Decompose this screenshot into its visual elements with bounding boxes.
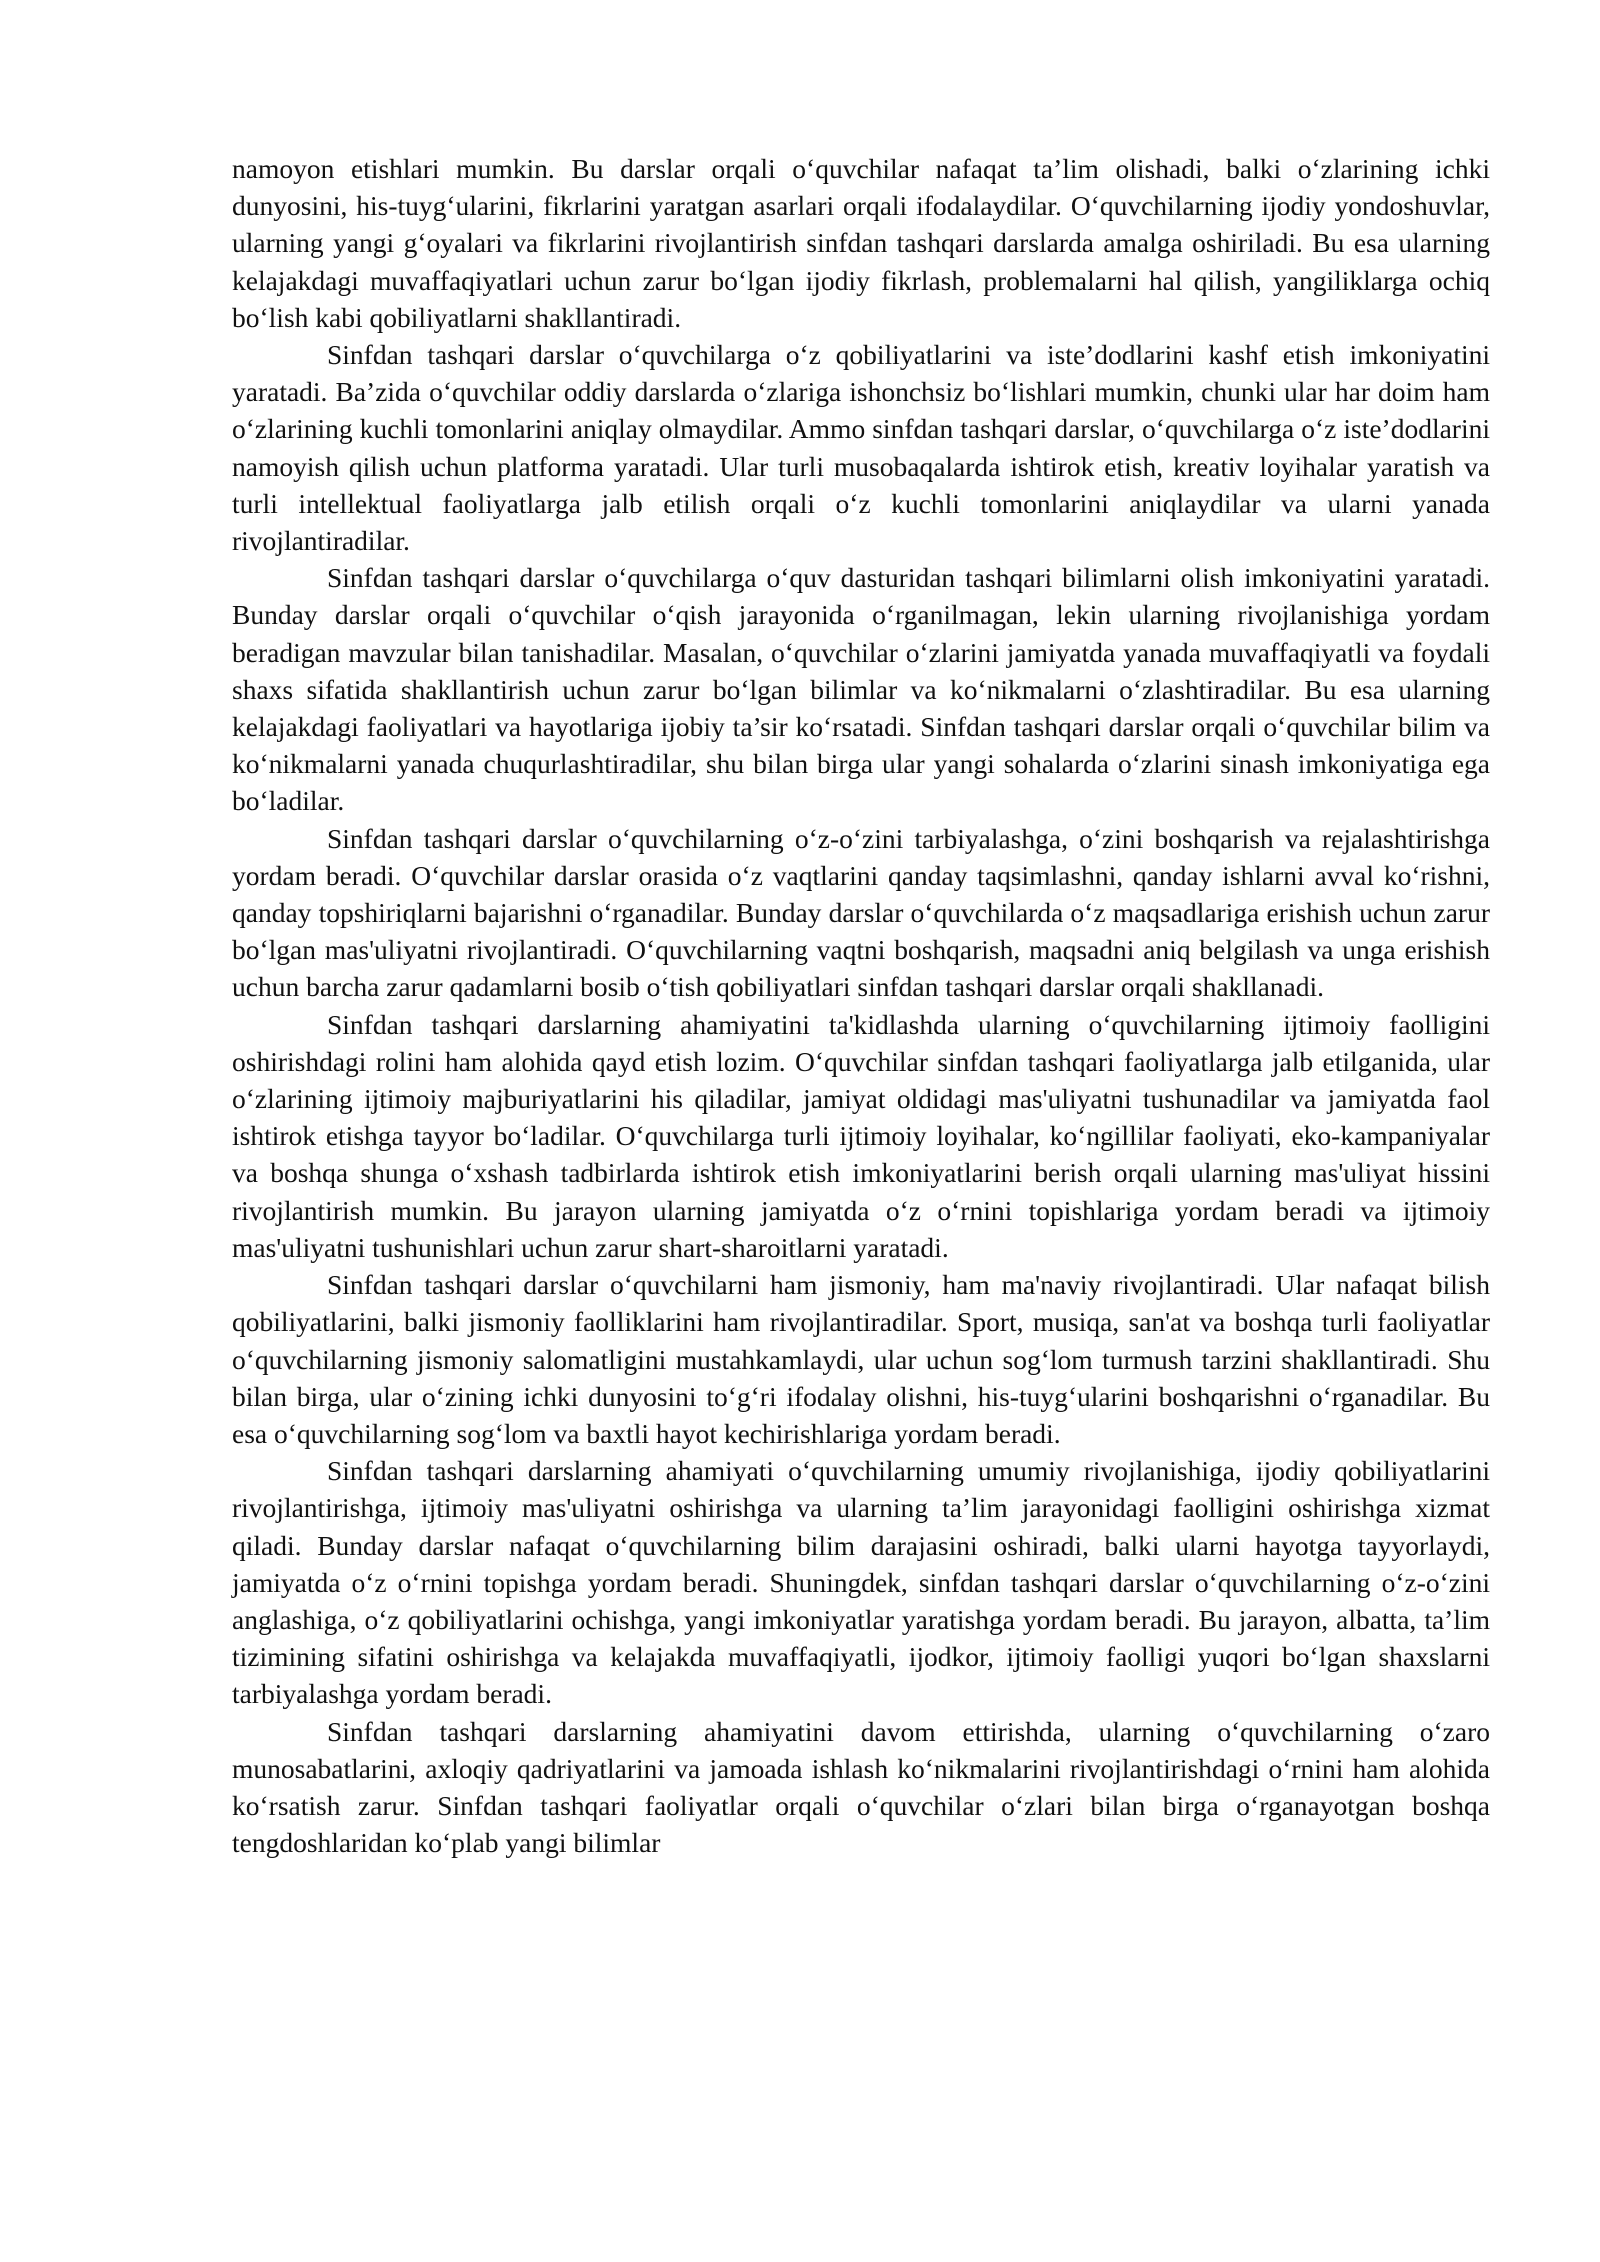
- document-page: [232, 150, 1490, 1861]
- paragraph-5: Sinfdan tashqari darslarning ahamiyatini ta'kidlashda ularning o‘quvchilarning ijtimoiy faolligini oshirishdagi rolini ham alohida qayd etish lozim. O‘quvchilar sinfdan tashqari faoliyatlarga jalb etilganida, ular o‘zlarining ijtimoiy majburiyatlarini his qiladilar, jamiyat oldidagi mas'uliyatni tushunadilar va jamiyatda faol ishtirok etishga tayyor bo‘ladilar. O‘quvchilarga turli ijtimoiy loyihalar, ko‘ngillilar faoliyati, eko-kampaniyalar va boshqa shunga o‘xshash tadbirlarda ishtirok etish imkoniyatlarini berish orqali ularning mas'uliyat hissini rivojlantirish mumkin. Bu jarayon ularning jamiyatda o‘z o‘rnini topishlariga yordam beradi va ijtimoiy mas'uliyatni tushunishlari uchun zarur shart-sharoitlarni yaratadi.: [232, 1008, 1490, 1263]
- paragraph-8: Sinfdan tashqari darslarning ahamiyatini davom ettirishda, ularning o‘quvchilarning o‘zaro munosabatlarini, axloqiy qadriyatlarini va jamoada ishlash ko‘nikmalarini rivojlantirishdagi o‘rnini ham alohida ko‘rsatish zarur. Sinfdan tashqari faoliyatlar orqali o‘quvchilar o‘zlari bilan birga o‘rganayotgan boshqa tengdoshlaridan ko‘plab yangi bilimlar: [232, 1715, 1490, 1859]
- paragraph-1: namoyon etishlari mumkin. Bu darslar orqali o‘quvchilar nafaqat ta’lim olishadi, balki o‘zlarining ichki dunyosini, his-tuyg‘ularini, fikrlarini yaratgan asarlari orqali ifodalaydilar. O‘quvchilarning ijodiy yondoshuvlar, ularning yangi g‘oyalari va fikrlarini rivojlantirish sinfdan tashqari darslarda amalga oshiriladi. Bu esa ularning kelajakdagi muvaffaqiyatlari uchun zarur bo‘lgan ijodiy fikrlash, problemalarni hal qilish, yangiliklarga ochiq bo‘lish kabi qobiliyatlarni shakllantiradi.: [232, 153, 1490, 333]
- paragraph-7: Sinfdan tashqari darslarning ahamiyati o‘quvchilarning umumiy rivojlanishiga, ijodiy qobiliyatlarini rivojlantirishga, ijtimoiy mas'uliyatni oshirishga va ularning ta’lim jarayonidagi faolligini oshirishga xizmat qiladi. Bunday darslar nafaqat o‘quvchilarning bilim darajasini oshiradi, balki ularni hayotga tayyorlaydi, jamiyatda o‘z o‘rnini topishga yordam beradi. Shuningdek, sinfdan tashqari darslar o‘quvchilarning o‘z-o‘zini anglashiga, o‘z qobiliyatlarini ochishga, yangi imkoniyatlar yaratishga yordam beradi. Bu jarayon, albatta, ta’lim tizimining sifatini oshirishga va kelajakda muvaffaqiyatli, ijodkor, ijtimoiy faolligi yuqori bo‘lgan shaxslarni tarbiyalashga yordam beradi.: [232, 1455, 1490, 1710]
- paragraph-3: Sinfdan tashqari darslar o‘quvchilarga o‘quv dasturidan tashqari bilimlarni olish imkoniyatini yaratadi. Bunday darslar orqali o‘quvchilar o‘qish jarayonida o‘rganilmagan, lekin ularning rivojlanishiga yordam beradigan mavzular bilan tanishadilar. Masalan, o‘quvchilar o‘zlarini jamiyatda yanada muvaffaqiyatli va foydali shaxs sifatida shakllantirish uchun zarur bo‘lgan bilimlar va ko‘nikmalarni o‘zlashtiradilar. Bu esa ularning kelajakdagi faoliyatlari va hayotlariga ijobiy ta’sir ko‘rsatadi. Sinfdan tashqari darslar orqali o‘quvchilar bilim va ko‘nikmalarni yanada chuqurlashtiradilar, shu bilan birga ular yangi sohalarda o‘zlarini sinash imkoniyatiga ega bo‘ladilar.: [232, 562, 1490, 817]
- paragraph-2: Sinfdan tashqari darslar o‘quvchilarga o‘z qobiliyatlarini va iste’dodlarini kashf etish imkoniyatini yaratadi. Ba’zida o‘quvchilar oddiy darslarda o‘zlariga ishonchsiz bo‘lishlari mumkin, chunki ular har doim ham o‘zlarining kuchli tomonlarini aniqlay olmaydilar. Ammo sinfdan tashqari darslar, o‘quvchilarga o‘z iste’dodlarini namoyish qilish uchun platforma yaratadi. Ular turli musobaqalarda ishtirok etish, kreativ loyihalar yaratish va turli intellektual faoliyatlarga jalb etilish orqali o‘z kuchli tomonlarini aniqlaydilar va ularni yanada rivojlantiradilar.: [232, 339, 1490, 557]
- paragraph-4: Sinfdan tashqari darslar o‘quvchilarning o‘z-o‘zini tarbiyalashga, o‘zini boshqarish va rejalashtirishga yordam beradi. O‘quvchilar darslar orasida o‘z vaqtlarini qanday taqsimlashni, qanday ishlarni avval ko‘rishni, qanday topshiriqlarni bajarishni o‘rganadilar. Bunday darslar o‘quvchilarda o‘z maqsadlariga erishish uchun zarur bo‘lgan mas'uliyatni rivojlantiradi. O‘quvchilarning vaqtni boshqarish, maqsadni aniq belgilash va unga erishish uchun barcha zarur qadamlarni bosib o‘tish qobiliyatlari sinfdan tashqari darslar orqali shakllanadi.: [232, 822, 1490, 1003]
- paragraph-6: Sinfdan tashqari darslar o‘quvchilarni ham jismoniy, ham ma'naviy rivojlantiradi. Ular nafaqat bilish qobiliyatlarini, balki jismoniy faolliklarini ham rivojlantiradilar. Sport, musiqa, san'at va boshqa turli faoliyatlar o‘quvchilarning jismoniy salomatligini mustahkamlaydi, ular uchun sog‘lom turmush tarzini shakllantiradi. Shu bilan birga, ular o‘zining ichki dunyosini to‘g‘ri ifodalay olishni, his-tuyg‘ularini boshqarishni o‘rganadilar. Bu esa o‘quvchilarning sog‘lom va baxtli hayot kechirishlariga yordam beradi.: [232, 1269, 1490, 1449]
